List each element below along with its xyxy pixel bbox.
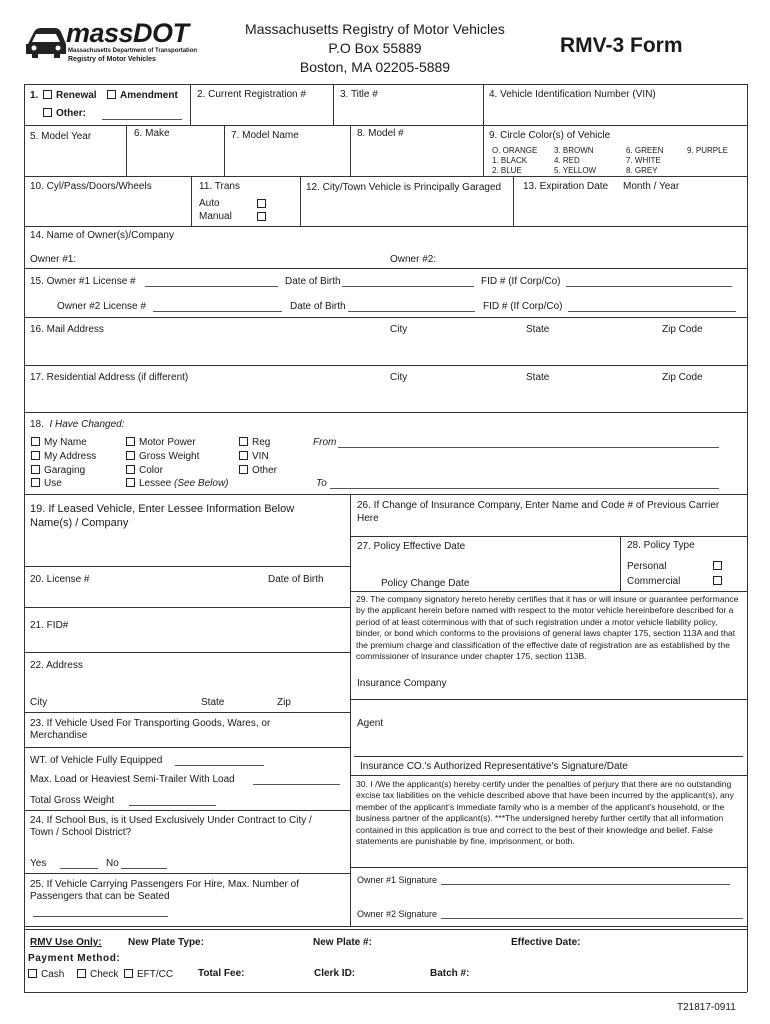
max-load-label: Max. Load or Heaviest Semi-Trailer With Load [30,774,235,785]
cyl-pass-doors-label: 10. Cyl/Pass/Doors/Wheels [30,181,152,192]
owner2-label: Owner #2: [390,254,437,265]
changed-heading [30,419,125,431]
from-label: From [313,437,337,448]
checkbox[interactable] [31,437,40,446]
mail-state-label: State [526,324,550,335]
insurer-certification-text: 29. The company signatory hereto hereby certifies that it has or will insure or guarantee performance by the applicant herein before named with respect to the motor vehicle hereinbefore described for a period of at least coterminous with that of such registration under a motor vehicle liability policy, binder, or bond which conforms to the provisions of general laws chapter 175, section 113A and that the premium charge and classification of the effective date of registration are as established by the commissioner of insurance under chapter 175, section 113B. [356,594,739,662]
applicant-certification-text: 30. I /We the applicant(s) hereby certify under the penalties of perjury that there are no outstanding excise tax liabilities on the vehicle described above that have been incurred by the applicant(s), any member of the applicant's immediate family who is a member of the applicant's household, or the business partner of the applicant(s). ***The undersigned hereby further certify that all information contained in this application is true and correct to the best of their knowledge and belief. False statements are punishable by fine, imprisonment, or both. [356,779,734,847]
insurance-change-text: 26. If Change of Insurance Company, Enter Name and Code # of Previous Carrier [357,500,720,511]
model-number-label: 8. Model # [357,128,404,139]
effective-date-label: Effective Date: [511,937,581,948]
checkbox[interactable] [239,451,248,460]
commercial-label: Commercial [627,576,681,587]
passengers-heading-2: Passengers that can be Seated [30,891,170,902]
owner1-signature-label: Owner #1 Signature [357,875,438,885]
current-registration-label: 2. Current Registration # [197,89,306,100]
owner2-license-label: Owner #2 License # [57,301,146,312]
to-field[interactable] [330,488,719,489]
lessee-license-label: 20. License # [30,574,90,585]
owner-name-label: 14. Name of Owner(s)/Company [30,230,174,241]
massdot-logo [24,20,204,66]
other-checkbox[interactable] [43,108,52,117]
amendment-checkbox[interactable] [107,90,116,99]
other-field[interactable] [102,119,182,120]
mail-address-label: 16. Mail Address [30,324,104,335]
owner1-dob-field[interactable] [342,286,474,287]
owner2-signature-field[interactable] [441,918,743,919]
color-option[interactable]: 2. BLUE [492,166,522,175]
checkbox[interactable] [31,451,40,460]
color-option[interactable]: 1. BLACK [492,156,528,165]
checkbox[interactable] [126,437,135,446]
lessee-note: (See Below) [174,478,229,489]
authorized-signature-label: Insurance CO.'s Authorized Representative's Signature/Date [360,761,628,772]
passengers-heading: 25. If Vehicle Carrying Passengers For Hire, Max. Number of [30,879,299,890]
owner1-signature-field[interactable] [441,884,730,885]
eft-label: EFT/CC [137,969,174,980]
owner1-license-field[interactable] [145,286,278,287]
cash-checkbox[interactable] [28,969,37,978]
no-field[interactable] [121,868,167,869]
total-fee-label: Total Fee: [198,968,245,979]
changed-option[interactable] [31,478,62,490]
vin-label: 4. Vehicle Identification Number (VIN) [489,89,656,100]
other-option[interactable] [43,108,86,120]
yes-field[interactable] [60,868,98,869]
payment-check[interactable] [77,969,118,981]
color-option[interactable]: 8. GREY [626,166,658,175]
policy-type-label: 28. Policy Type [627,540,695,551]
vehicle-weight-label: WT. of Vehicle Fully Equipped [30,755,163,766]
lessee-heading: 19. If Leased Vehicle, Enter Lessee Information Below [30,503,295,515]
changed-option[interactable] [31,437,87,449]
payment-eft[interactable] [124,969,173,981]
checkbox[interactable] [126,451,135,460]
lessee-fid-label: 21. FID# [30,620,69,631]
max-load-field[interactable] [253,784,340,785]
amendment-option[interactable] [107,90,178,102]
lessee-address-label: 22. Address [30,660,83,671]
option-label: My Address [44,451,97,462]
checkbox[interactable] [31,465,40,474]
mail-zip-label: Zip Code [662,324,703,335]
color-option[interactable]: O. ORANGE [492,146,538,155]
color-option[interactable]: 3. BROWN [554,146,594,155]
rmv-use-only-label: RMV Use Only: [30,937,102,948]
res-city-label: City [390,372,408,383]
renewal-option[interactable] [43,90,97,102]
owner2-fid-field[interactable] [568,311,736,312]
option-label: Other [252,465,278,476]
trans-auto-checkbox[interactable] [257,199,266,208]
option-label: Motor Power [139,437,196,448]
color-option[interactable]: 5. YELLOW [554,166,597,175]
changed-option[interactable] [239,465,277,477]
amendment-label: Amendment [120,90,178,101]
owner1-fid-field[interactable] [566,286,732,287]
trans-label: 11. Trans [199,181,240,192]
form-title: RMV-3 Form [560,34,683,57]
other-label: Other: [56,108,86,119]
agency-address [220,20,530,77]
check-label: Check [90,969,119,980]
agency-name: Massachusetts Registry of Motor Vehicles [245,21,505,37]
color-option[interactable]: 7. WHITE [626,156,661,165]
expiration-date-label: 13. Expiration Date [523,181,609,192]
lessee-name-label: Name(s) / Company [30,517,129,529]
personal-label: Personal [627,561,667,572]
changed-option[interactable] [31,465,85,477]
goods-heading: 23. If Vehicle Used For Transporting Goods, Wares, or [30,718,271,729]
changed-option[interactable] [126,478,229,490]
school-bus-heading: 24. If School Bus, is it Used Exclusively Under Contract to City / [30,815,312,826]
yes-label: Yes [30,858,47,869]
option-label: Reg [252,437,271,448]
option-label: Lessee [139,478,172,489]
model-year-label: 5. Model Year [30,131,92,142]
owner2-fid-label: FID # (If Corp/Co) [483,301,563,312]
passengers-field[interactable] [33,916,168,917]
batch-number-label: Batch #: [430,968,470,979]
renewal-checkbox[interactable] [43,90,52,99]
option-label: VIN [252,451,269,462]
color-option[interactable]: 9. PURPLE [687,146,728,155]
owner1-label: Owner #1: [30,254,77,265]
school-bus-heading-2: Town / School District? [30,827,132,838]
checkbox[interactable] [31,478,40,487]
lessee-zip-label: Zip [277,697,291,708]
clerk-id-label: Clerk ID: [314,968,356,979]
cash-label: Cash [41,969,65,980]
logo-wordmark: massDOT [66,18,189,48]
option-label: Garaging [44,465,86,476]
owner1-fid-label: FID # (If Corp/Co) [481,276,561,287]
changed-option[interactable] [31,451,96,463]
car-icon [24,22,68,62]
color-option[interactable]: 6. GREEN [626,146,664,155]
changed-num: 18. [30,419,44,430]
residential-address-label: 17. Residential Address (if different) [30,372,189,383]
changed-label: I Have Changed: [49,419,125,430]
owner1-license-label: 15. Owner #1 License # [30,276,136,287]
changed-option[interactable] [239,437,270,449]
new-plate-number-label: New Plate #: [313,937,372,948]
gross-weight-label: Total Gross Weight [30,795,115,806]
checkbox[interactable] [126,478,135,487]
res-zip-label: Zip Code [662,372,703,383]
city-state-zip: Boston, MA 02205-5889 [299,59,451,75]
agent-label: Agent [357,718,384,729]
from-field[interactable] [338,447,719,448]
logo-subtitle-2: Registry of Motor Vehicles [68,56,156,63]
owner2-signature-label: Owner #2 Signature [357,909,438,919]
no-label: No [106,858,119,869]
option-label: Gross Weight [139,451,200,462]
personal-checkbox[interactable] [713,561,722,570]
policy-change-date-label: Policy Change Date [381,578,470,589]
lessee-city-label: City [30,697,48,708]
owner2-dob-label: Date of Birth [290,301,346,312]
city-town-garaged-label: 12. City/Town Vehicle is Principally Garaged [306,182,502,193]
num-1: 1. [30,90,39,101]
model-name-label: 7. Model Name [231,130,299,141]
po-box: P.O Box 55889 [328,40,422,56]
changed-option[interactable] [126,437,196,449]
owner2-license-field[interactable] [153,311,282,312]
lessee-dob-label: Date of Birth [268,574,324,585]
check-checkbox[interactable] [77,969,86,978]
insurance-change-text-2: Here [357,513,379,524]
trans-auto-label: Auto [199,198,220,209]
res-state-label: State [526,372,550,383]
owner2-dob-field[interactable] [348,311,475,312]
option-label: Color [139,465,163,476]
lessee-state-label: State [201,697,225,708]
checkbox[interactable] [239,437,248,446]
option-label: Use [44,478,62,489]
insurance-change-label [357,499,742,525]
option-label: My Name [44,437,87,448]
logo-subtitle-1: Massachusetts Department of Transportation [68,48,198,54]
mail-city-label: City [390,324,408,335]
changed-option[interactable] [126,465,163,477]
form-code: T21817-0911 [677,1002,736,1013]
color-label: 9. Circle Color(s) of Vehicle [489,130,611,141]
goods-heading-2: Merchandise [30,730,88,741]
to-label: To [316,478,327,489]
checkbox[interactable] [239,465,248,474]
changed-option[interactable] [239,451,269,463]
vehicle-weight-field[interactable] [175,765,264,766]
trans-manual-label: Manual [199,211,232,222]
eft-checkbox[interactable] [124,969,133,978]
title-number-label: 3. Title # [340,89,378,100]
insurance-company-label: Insurance Company [357,678,447,689]
owner1-dob-label: Date of Birth [285,276,341,287]
gross-weight-field[interactable] [129,805,216,806]
renewal-label: Renewal [56,90,97,101]
payment-method-label: Payment Method: [28,953,121,964]
commercial-checkbox[interactable] [713,576,722,585]
make-label: 6. Make [134,128,170,139]
month-year-label: Month / Year [623,181,680,192]
new-plate-type-label: New Plate Type: [128,937,204,948]
color-option[interactable]: 4. RED [554,156,580,165]
payment-cash[interactable] [28,969,64,981]
checkbox[interactable] [126,465,135,474]
policy-effective-date-label: 27. Policy Effective Date [357,541,466,552]
changed-option[interactable] [126,451,199,463]
trans-manual-checkbox[interactable] [257,212,266,221]
